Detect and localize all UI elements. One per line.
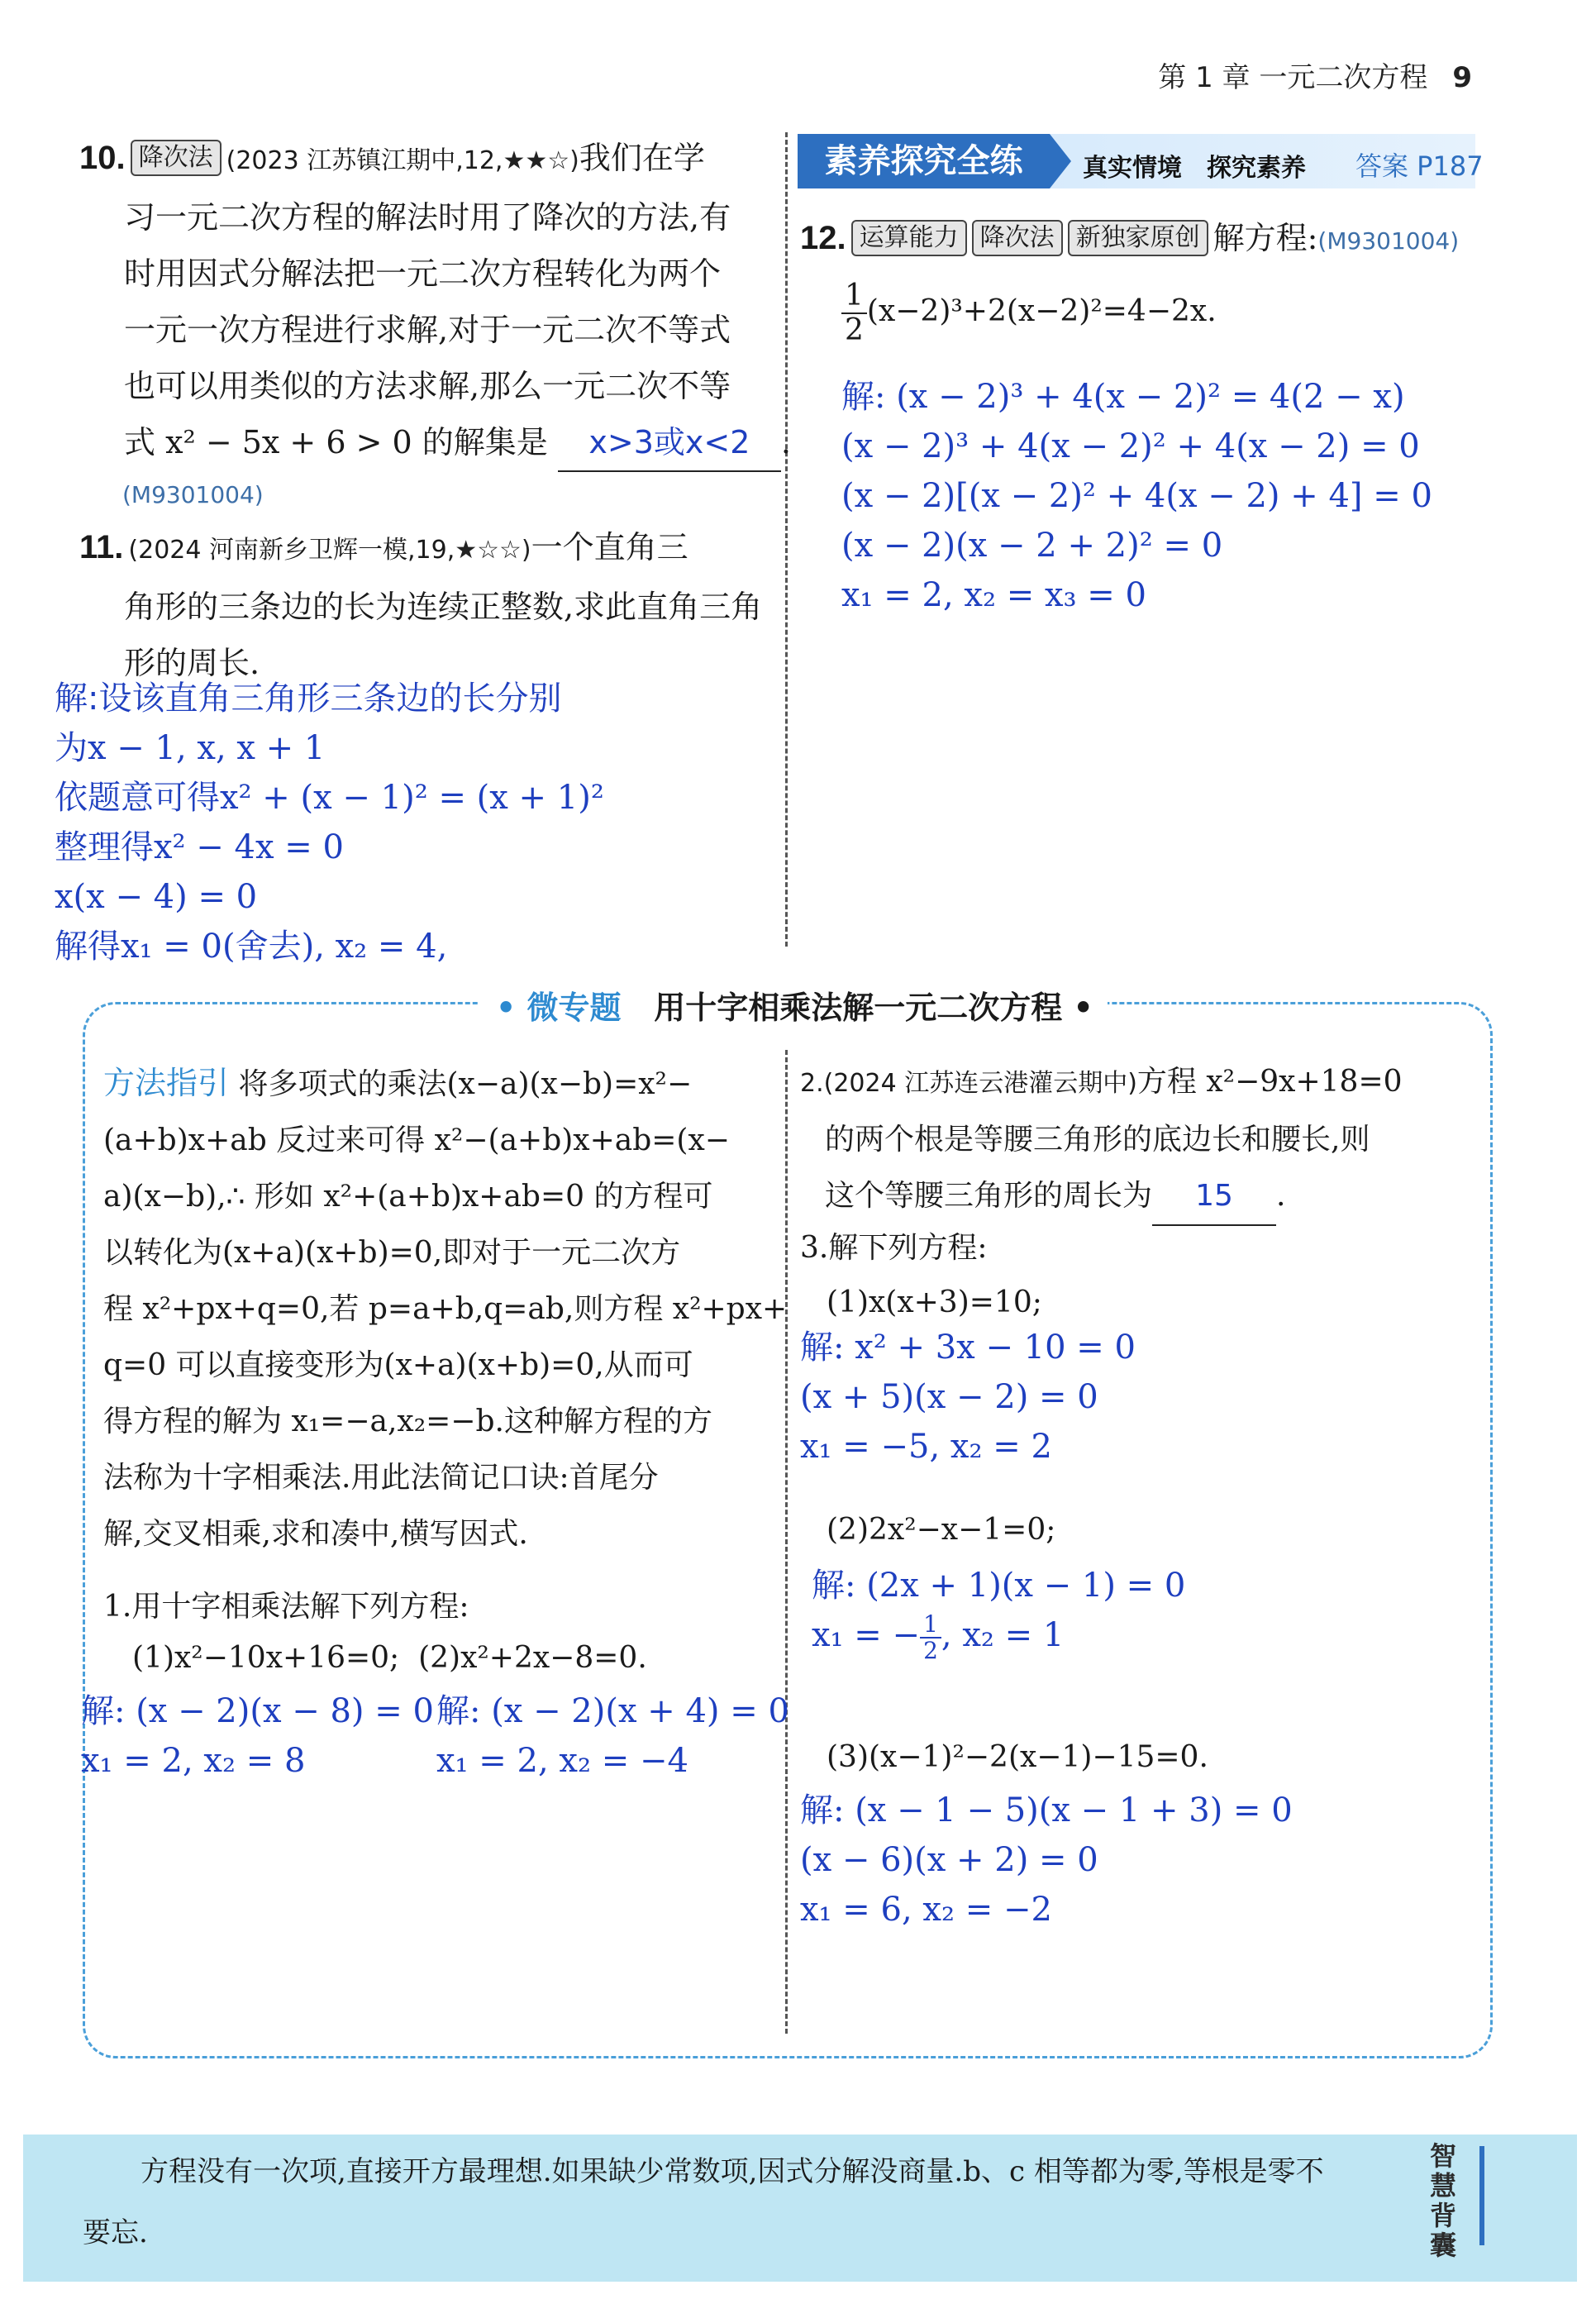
q11-text: 形的周长. — [124, 645, 260, 681]
method-line — [103, 1055, 773, 1113]
solution-line: x(x − 4) = 0 — [55, 878, 258, 916]
solution-line: 解得x₁ = 0(舍去), x₂ = 4, — [55, 928, 448, 966]
q1-solution-2 — [436, 1686, 789, 1786]
q10-tag: 降次法 — [131, 140, 222, 176]
solution-line: x₁ = 2, x₂ = −4 — [436, 1742, 688, 1780]
solution-text: , x₂ = 1 — [941, 1616, 1065, 1654]
box-q1-prompt: 1.用十字相乘法解下列方程: — [103, 1590, 469, 1624]
q3-part-1: (1)x(x+3)=10; — [827, 1286, 1042, 1319]
difficulty-stars-icon: ★★☆) — [503, 146, 579, 175]
q11-number: 11. — [79, 529, 124, 565]
box-title-text: 用十字相乘法解一元二次方程 • — [654, 990, 1093, 1026]
method-line: (a+b)x+ab 反过来可得 x²−(a+b)x+ab=(x− — [103, 1123, 730, 1157]
method-label: 方法指引 — [103, 1065, 230, 1101]
q3-part-2: (2)2x²−x−1=0; — [827, 1513, 1056, 1547]
solution-line: (x − 2)[(x − 2)² + 4(x − 2) + 4] = 0 — [841, 477, 1432, 515]
q10-text: 也可以用类似的方法求解,那么一元二次不等 — [124, 368, 731, 404]
solution-line: (x − 2)³ + 4(x − 2)² + 4(x − 2) = 0 — [841, 427, 1420, 465]
solution-line: (x − 2)(x − 2 + 2)² = 0 — [841, 527, 1223, 565]
q10-last-line — [79, 414, 791, 472]
method-line: 法称为十字相乘法.用此法简记口诀:首尾分 — [103, 1461, 659, 1495]
method-line: a)(x−b),∴ 形如 x²+(a+b)x+ab=0 的方程可 — [103, 1180, 713, 1214]
solution-line: 解: (x − 1 − 5)(x − 1 + 3) = 0 — [800, 1791, 1293, 1829]
fraction — [841, 279, 867, 347]
q2-answer: 15 — [1152, 1168, 1276, 1226]
solution-line: (x + 5)(x − 2) = 0 — [800, 1378, 1098, 1416]
footer-line-2: 要忘. — [83, 2216, 148, 2249]
solution-line: 解:设该直角三角形三条边的长分别 — [55, 680, 562, 718]
q12-number: 12. — [800, 220, 846, 256]
box-q3-prompt: 3.解下列方程: — [800, 1231, 988, 1265]
fraction-numerator: 1 — [920, 1612, 941, 1639]
banner-arrow-icon — [1050, 134, 1071, 188]
q12-solution — [841, 372, 1503, 620]
q2-text: 方程 x²−9x+18=0 — [1136, 1065, 1403, 1099]
q12-tag: 新独家原创 — [1068, 220, 1208, 256]
q10-text: 我们在学 — [579, 140, 705, 176]
box-q2 — [800, 1054, 1478, 1226]
solution-line: 解: (x − 2)(x + 4) = 0 — [436, 1692, 789, 1730]
q12-equation — [841, 279, 1217, 347]
q2-source: 2.(2024 江苏连云港灌云期中) — [800, 1069, 1137, 1098]
q3-part-3: (3)(x−1)²−2(x−1)−15=0. — [827, 1740, 1208, 1774]
banner-title: 素养探究全练 — [798, 134, 1050, 188]
solution-line: x₁ = 6, x₂ = −2 — [800, 1891, 1052, 1929]
solution-line: (x − 6)(x + 2) = 0 — [800, 1841, 1098, 1879]
q12-tag: 降次法 — [972, 220, 1063, 256]
fraction-denominator: 2 — [923, 1637, 938, 1664]
fraction — [920, 1612, 941, 1663]
q3-solution-1 — [800, 1323, 1136, 1472]
q2-text: 这个等腰三角形的周长为 — [825, 1179, 1153, 1213]
q11-text: 角形的三条边的长为连续正整数,求此直角三角 — [124, 589, 763, 625]
q10-line-1 — [79, 130, 774, 189]
method-line: 解,交叉相乘,求和凑中,横写因式. — [103, 1517, 528, 1551]
q12-prompt: 解方程: — [1212, 220, 1318, 256]
solution-line: x₁ = −5, x₂ = 2 — [800, 1428, 1052, 1466]
q10-number: 10. — [79, 140, 126, 176]
q10-text: 时用因式分解法把一元二次方程转化为两个 — [124, 255, 722, 292]
q3-solution-2 — [812, 1561, 1185, 1663]
q1-solution-1 — [81, 1686, 434, 1786]
q10-text: 习一元二次方程的解法时用了降次的方法,有 — [124, 199, 731, 236]
footer-line-1: 方程没有一次项,直接开方最理想.如果缺少常数项,因式分解没商量.b、c 相等都为零,等根是零不 — [141, 2155, 1324, 2188]
page-header — [1158, 55, 1472, 95]
solution-line: 为x − 1, x, x + 1 — [55, 729, 326, 767]
question-12 — [800, 210, 1486, 270]
footer-side-label: 智慧背囊 — [1430, 2140, 1457, 2261]
q2-end: . — [1276, 1179, 1286, 1213]
banner-item-1: 真实情境 — [1083, 154, 1182, 183]
q1-part-1: (1)x²−10x+16=0; — [132, 1641, 400, 1675]
banner-answer: 答案 P187 — [1355, 150, 1484, 182]
q11-source: (2024 河南新乡卫辉一模,19, — [128, 536, 455, 565]
method-line: 得方程的解为 x₁=−a,x₂=−b.这种解方程的方 — [103, 1405, 712, 1438]
solution-line — [812, 1610, 1185, 1663]
q2-line-1 — [800, 1054, 1478, 1112]
q10-text: 式 x² − 5x + 6 > 0 的解集是 — [124, 424, 548, 460]
q11-line-1 — [79, 519, 774, 579]
q12-tag: 运算能力 — [851, 220, 967, 256]
solution-line: 解: (2x + 1)(x − 1) = 0 — [812, 1567, 1186, 1605]
banner-item-2: 探究素养 — [1207, 154, 1306, 183]
solution-line: 解: (x − 2)(x − 8) = 0 — [81, 1692, 434, 1730]
q10-answer: x>3或x<2 — [558, 414, 781, 472]
q2-line-3 — [800, 1168, 1478, 1226]
q11-solution — [55, 674, 782, 971]
q10-code: (M9301004) — [122, 481, 264, 508]
column-divider-top — [785, 132, 788, 947]
footer-side-bar — [1479, 2146, 1484, 2245]
solution-line: 解: x² + 3x − 10 = 0 — [800, 1328, 1136, 1367]
question-10 — [79, 130, 791, 518]
solution-line: 整理得x² − 4x = 0 — [55, 828, 344, 866]
solution-text: x₁ = − — [812, 1616, 921, 1654]
solution-line: x₁ = 2, x₂ = x₃ = 0 — [841, 576, 1146, 614]
q3-solution-3 — [800, 1786, 1293, 1934]
q10-source: (2023 江苏镇江期中,12, — [226, 146, 503, 175]
method-line: q=0 可以直接变形为(x+a)(x+b)=0,从而可 — [103, 1348, 693, 1382]
method-line: 程 x²+px+q=0,若 p=a+b,q=ab,则方程 x²+px+ — [103, 1292, 788, 1326]
box-q1-parts — [132, 1641, 647, 1675]
q10-end: . — [780, 424, 791, 460]
method-guide — [103, 1055, 788, 1562]
method-text: 将多项式的乘法(x−a)(x−b)=x²− — [238, 1067, 693, 1101]
fraction-denominator: 2 — [845, 313, 864, 347]
chapter-title: 第 1 章 一元二次方程 — [1158, 61, 1428, 94]
page-number: 9 — [1452, 61, 1472, 94]
q1-part-2: (2)x²+2x−8=0. — [418, 1641, 647, 1675]
q12-code: (M9301004) — [1317, 227, 1460, 255]
solution-line: 依题意可得x² + (x − 1)² = (x + 1)² — [55, 779, 604, 817]
q2-text: 的两个根是等腰三角形的底边长和腰长,则 — [825, 1123, 1370, 1157]
solution-line: x₁ = 2, x₂ = 8 — [81, 1742, 306, 1780]
column-divider-box — [785, 1050, 788, 2034]
box-title-label: • 微专题 — [496, 990, 622, 1026]
fraction-numerator: 1 — [841, 279, 867, 314]
question-11 — [79, 519, 774, 691]
q10-text: 一元一次方程进行求解,对于一元二次不等式 — [124, 312, 731, 348]
q11-text: 一个直角三 — [531, 529, 688, 565]
difficulty-stars-icon: ★☆☆) — [455, 536, 531, 565]
method-line: 以转化为(x+a)(x+b)=0,即对于一元二次方 — [103, 1236, 681, 1270]
box-title — [496, 982, 1093, 1028]
solution-line: 解: (x − 2)³ + 4(x − 2)² = 4(2 − x) — [841, 378, 1405, 416]
equation-text: (x−2)³+2(x−2)²=4−2x. — [866, 294, 1217, 328]
